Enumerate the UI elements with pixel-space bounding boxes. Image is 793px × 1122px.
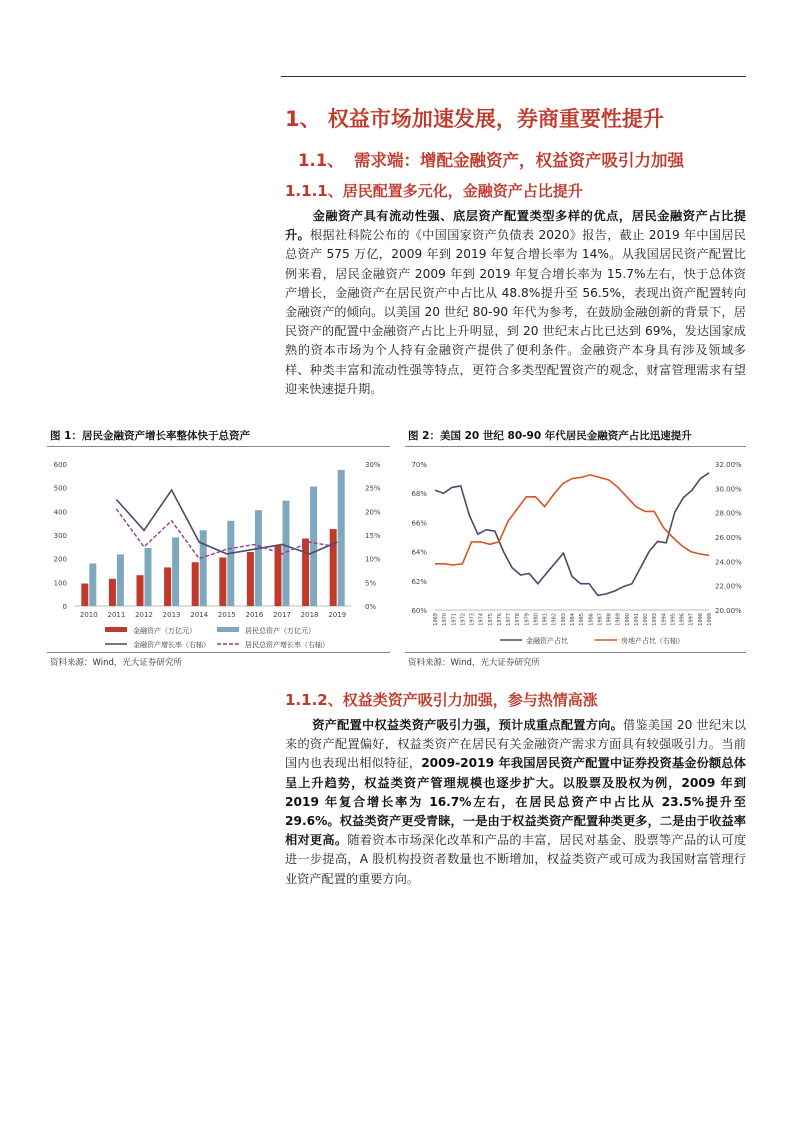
figure-1-title: 图 1：居民金融资产增长率整体快于总资产 (50, 430, 250, 442)
paragraph-2-lead: 资产配置中权益类资产吸引力强，预计成重点配置方向。 (312, 718, 624, 732)
bar-financial-assets (219, 557, 226, 606)
x-tick-label: 2010 (79, 611, 98, 619)
y-left-tick-label: 66% (411, 519, 427, 528)
x-tick-label: 1992 (643, 613, 650, 626)
x-tick-label: 1989 (615, 613, 622, 626)
y-right-tick-label: 5% (365, 579, 377, 588)
figure-1-title-rule (47, 446, 390, 447)
x-tick-label: 1991 (633, 613, 640, 626)
figure-1-source: 资料来源：Wind，光大证券研究所 (50, 658, 182, 668)
figure-2-source-rule (405, 652, 746, 653)
bar-financial-assets (192, 562, 199, 606)
y-right-tick-label: 30% (365, 461, 381, 469)
x-tick-label: 1993 (652, 613, 659, 626)
x-tick-label: 1976 (496, 613, 503, 626)
figure-2-title: 图 2：美国 20 世纪 80-90 年代居民金融资产占比迅速提升 (408, 430, 692, 442)
x-tick-label: 1982 (551, 613, 558, 626)
x-tick-label: 2011 (107, 611, 126, 619)
legend-swatch-financial-assets (105, 627, 127, 632)
y-left-tick-label: 300 (53, 532, 67, 540)
section-heading-2-number: 1.1、 (298, 151, 344, 170)
y-left-tick-label: 64% (411, 548, 427, 557)
bar-total-assets (172, 537, 179, 606)
x-tick-label: 2018 (300, 611, 319, 619)
y-left-tick-label: 60% (411, 607, 427, 615)
line-financial-asset-share (435, 473, 709, 596)
x-tick-label: 1999 (707, 613, 713, 626)
y-left-tick-label: 200 (53, 555, 67, 564)
x-tick-label: 1971 (451, 613, 458, 626)
x-tick-label: 2013 (162, 611, 181, 619)
y-left-tick-label: 600 (53, 461, 67, 469)
bar-financial-assets (109, 579, 116, 606)
y-left-tick-label: 500 (53, 484, 67, 493)
x-tick-label: 1986 (588, 613, 595, 626)
x-tick-label: 1978 (515, 613, 522, 626)
y-right-tick-label: 0% (365, 603, 377, 611)
figure-2-title-rule (405, 446, 746, 447)
paragraph-2 (285, 716, 746, 889)
x-tick-label: 1987 (597, 613, 604, 626)
y-right-tick-label: 24.00% (715, 558, 742, 567)
y-left-tick-label: 70% (411, 461, 427, 469)
bar-total-assets (255, 510, 262, 606)
bar-financial-assets (164, 567, 171, 606)
bar-financial-assets (302, 539, 309, 606)
x-tick-label: 1985 (579, 613, 586, 626)
bar-financial-assets (247, 552, 254, 606)
legend-label-financial-growth: 金融资产增长率（右轴） (133, 641, 210, 649)
paragraph-2-emphasis: 2009-2019 年我国居民资产配置中证券投资基金份额总体呈上升趋势，权益类资产管理规模也逐步扩大。以股票及股权为例，2009 年到 2019 年复合增长率为 16.7%左右，在居民总资产中占比从 23.5%提升至 29.6%。权益类资产更受青睐，一是由于权益类资产配置种类更多，二是由于收益率相对更高。 (285, 756, 746, 848)
x-tick-label: 1997 (688, 613, 695, 626)
y-right-tick-label: 22.00% (715, 582, 742, 591)
y-right-tick-label: 20.00% (715, 607, 742, 615)
y-right-tick-label: 26.00% (715, 534, 742, 542)
bar-total-assets (310, 486, 317, 606)
x-tick-label: 1996 (679, 613, 686, 626)
figure-1-source-rule (47, 652, 390, 653)
bar-total-assets (145, 548, 152, 606)
x-tick-label: 2012 (135, 611, 153, 619)
bar-financial-assets (81, 584, 88, 606)
figure-1-chart (47, 450, 390, 650)
x-tick-label: 1973 (469, 613, 476, 626)
legend-swatch-total-assets (217, 627, 239, 632)
legend-label-total-growth: 居民总资产增长率（右轴） (245, 641, 329, 649)
x-tick-label: 2017 (273, 611, 291, 619)
x-tick-label: 1972 (460, 613, 467, 626)
section-heading-3a: 1.1.1、居民配置多元化，金融资产占比提升 (285, 182, 583, 200)
x-tick-label: 2015 (217, 611, 236, 619)
y-left-tick-label: 68% (411, 490, 427, 499)
paragraph-1-body: 根据社科院公布的《中国国家资产负债表 2020》报告，截止 2019 年中国居民总资产 575 万亿，2009 年到 2019 年复合增长率为 14%。从我国居民资产配置比例来看，居民金融资产 2009 年到 2019 年复合增长率为 15.7%左右，快于总体资产增长，金融资产在居民资产中占比从 48.8%提升至 56.5%，表现出资产配置转向金融资产的倾向。以美国 20 世纪 80-90 年代为参考，在鼓励金融创新的背景下，居民资产的配置中金融资产占比上升明显，到 20 世纪末占比已达到 69%，发达国家成熟的资本市场为个人持有金融资产提供了便利条件。金融资产本身具有涉及领域多样、种类丰富和流动性强等特点，更符合多类型配置资产的观念，财富管理需求有望迎来快速提升期。 (285, 228, 746, 396)
x-tick-label: 1988 (606, 613, 613, 626)
x-tick-label: 1983 (560, 613, 567, 626)
x-tick-label: 1980 (533, 613, 540, 626)
legend-label-financial-assets: 金融资产（万亿元） (133, 627, 196, 635)
bar-financial-assets (330, 529, 337, 606)
section-heading-2-text: 需求端：增配金融资产，权益资产吸引力加强 (354, 151, 684, 170)
bar-financial-assets (275, 546, 282, 606)
x-tick-label: 1977 (506, 613, 513, 626)
bar-financial-assets (137, 575, 144, 606)
x-tick-label: 2019 (328, 611, 347, 619)
bar-total-assets (117, 554, 124, 606)
x-tick-label: 1969 (433, 613, 439, 626)
y-right-tick-label: 10% (365, 555, 381, 564)
x-tick-label: 1990 (624, 613, 631, 626)
x-tick-label: 1984 (570, 613, 576, 626)
section-heading-2 (298, 147, 684, 171)
y-right-tick-label: 25% (365, 484, 381, 493)
x-tick-label: 1974 (478, 613, 485, 626)
y-right-tick-label: 28.00% (715, 509, 742, 518)
bar-total-assets (227, 521, 234, 606)
paragraph-1 (285, 207, 746, 399)
y-left-tick-label: 0 (62, 603, 67, 611)
x-tick-label: 1981 (542, 613, 549, 626)
y-left-tick-label: 62% (411, 577, 427, 586)
y-right-tick-label: 32.00% (715, 461, 742, 469)
paragraph-1-lead: 金融资产具有流动性强、底层资产配置类型多样的优点，居民金融资产占比提升。 (285, 209, 746, 243)
x-tick-label: 1979 (524, 613, 531, 626)
y-left-tick-label: 100 (53, 579, 67, 588)
y-right-tick-label: 30.00% (715, 485, 742, 494)
x-tick-label: 1995 (670, 613, 677, 626)
line-real-estate-share (435, 475, 709, 565)
bar-total-assets (338, 470, 345, 606)
legend-label-total-assets: 居民总资产（万亿元） (245, 627, 315, 635)
y-left-tick-label: 400 (53, 508, 67, 517)
x-tick-label: 1970 (442, 613, 449, 626)
x-tick-label: 1994 (661, 613, 668, 626)
paragraph-2-body-2: 随着资本市场深化改革和产品的丰富，居民对基金、股票等产品的认可度进一步提高，A 股机构投资者数量也不断增加，权益类资产或可成为我国财富管理行业资产配置的重要方向。 (285, 833, 747, 886)
figure-2-chart (405, 450, 746, 650)
x-tick-label: 1998 (697, 613, 704, 626)
section-heading-1: 1、 权益市场加速发展，券商重要性提升 (285, 107, 664, 131)
paragraph-2-body-1: 借鉴美国 20 世纪末以来的资产配置偏好，权益类资产在居民有关金融资产需求方面具有较强吸引力。当前国内也表现出相似特征， (285, 718, 747, 771)
top-rule (281, 76, 746, 77)
x-tick-label: 2014 (190, 611, 209, 619)
figure-2-source: 资料来源：Wind，光大证券研究所 (408, 658, 540, 668)
legend-label-real-estate-share: 房地产占比（右轴） (621, 637, 684, 645)
y-right-tick-label: 15% (365, 532, 381, 540)
bar-total-assets (89, 563, 96, 606)
legend-label-financial-asset-share: 金融资产占比 (526, 637, 568, 645)
bar-total-assets (200, 530, 207, 606)
x-tick-label: 1975 (487, 613, 494, 626)
section-heading-3b: 1.1.2、权益类资产吸引力加强，参与热情高涨 (285, 691, 598, 709)
x-tick-label: 2016 (245, 611, 264, 619)
y-right-tick-label: 20% (365, 508, 381, 517)
